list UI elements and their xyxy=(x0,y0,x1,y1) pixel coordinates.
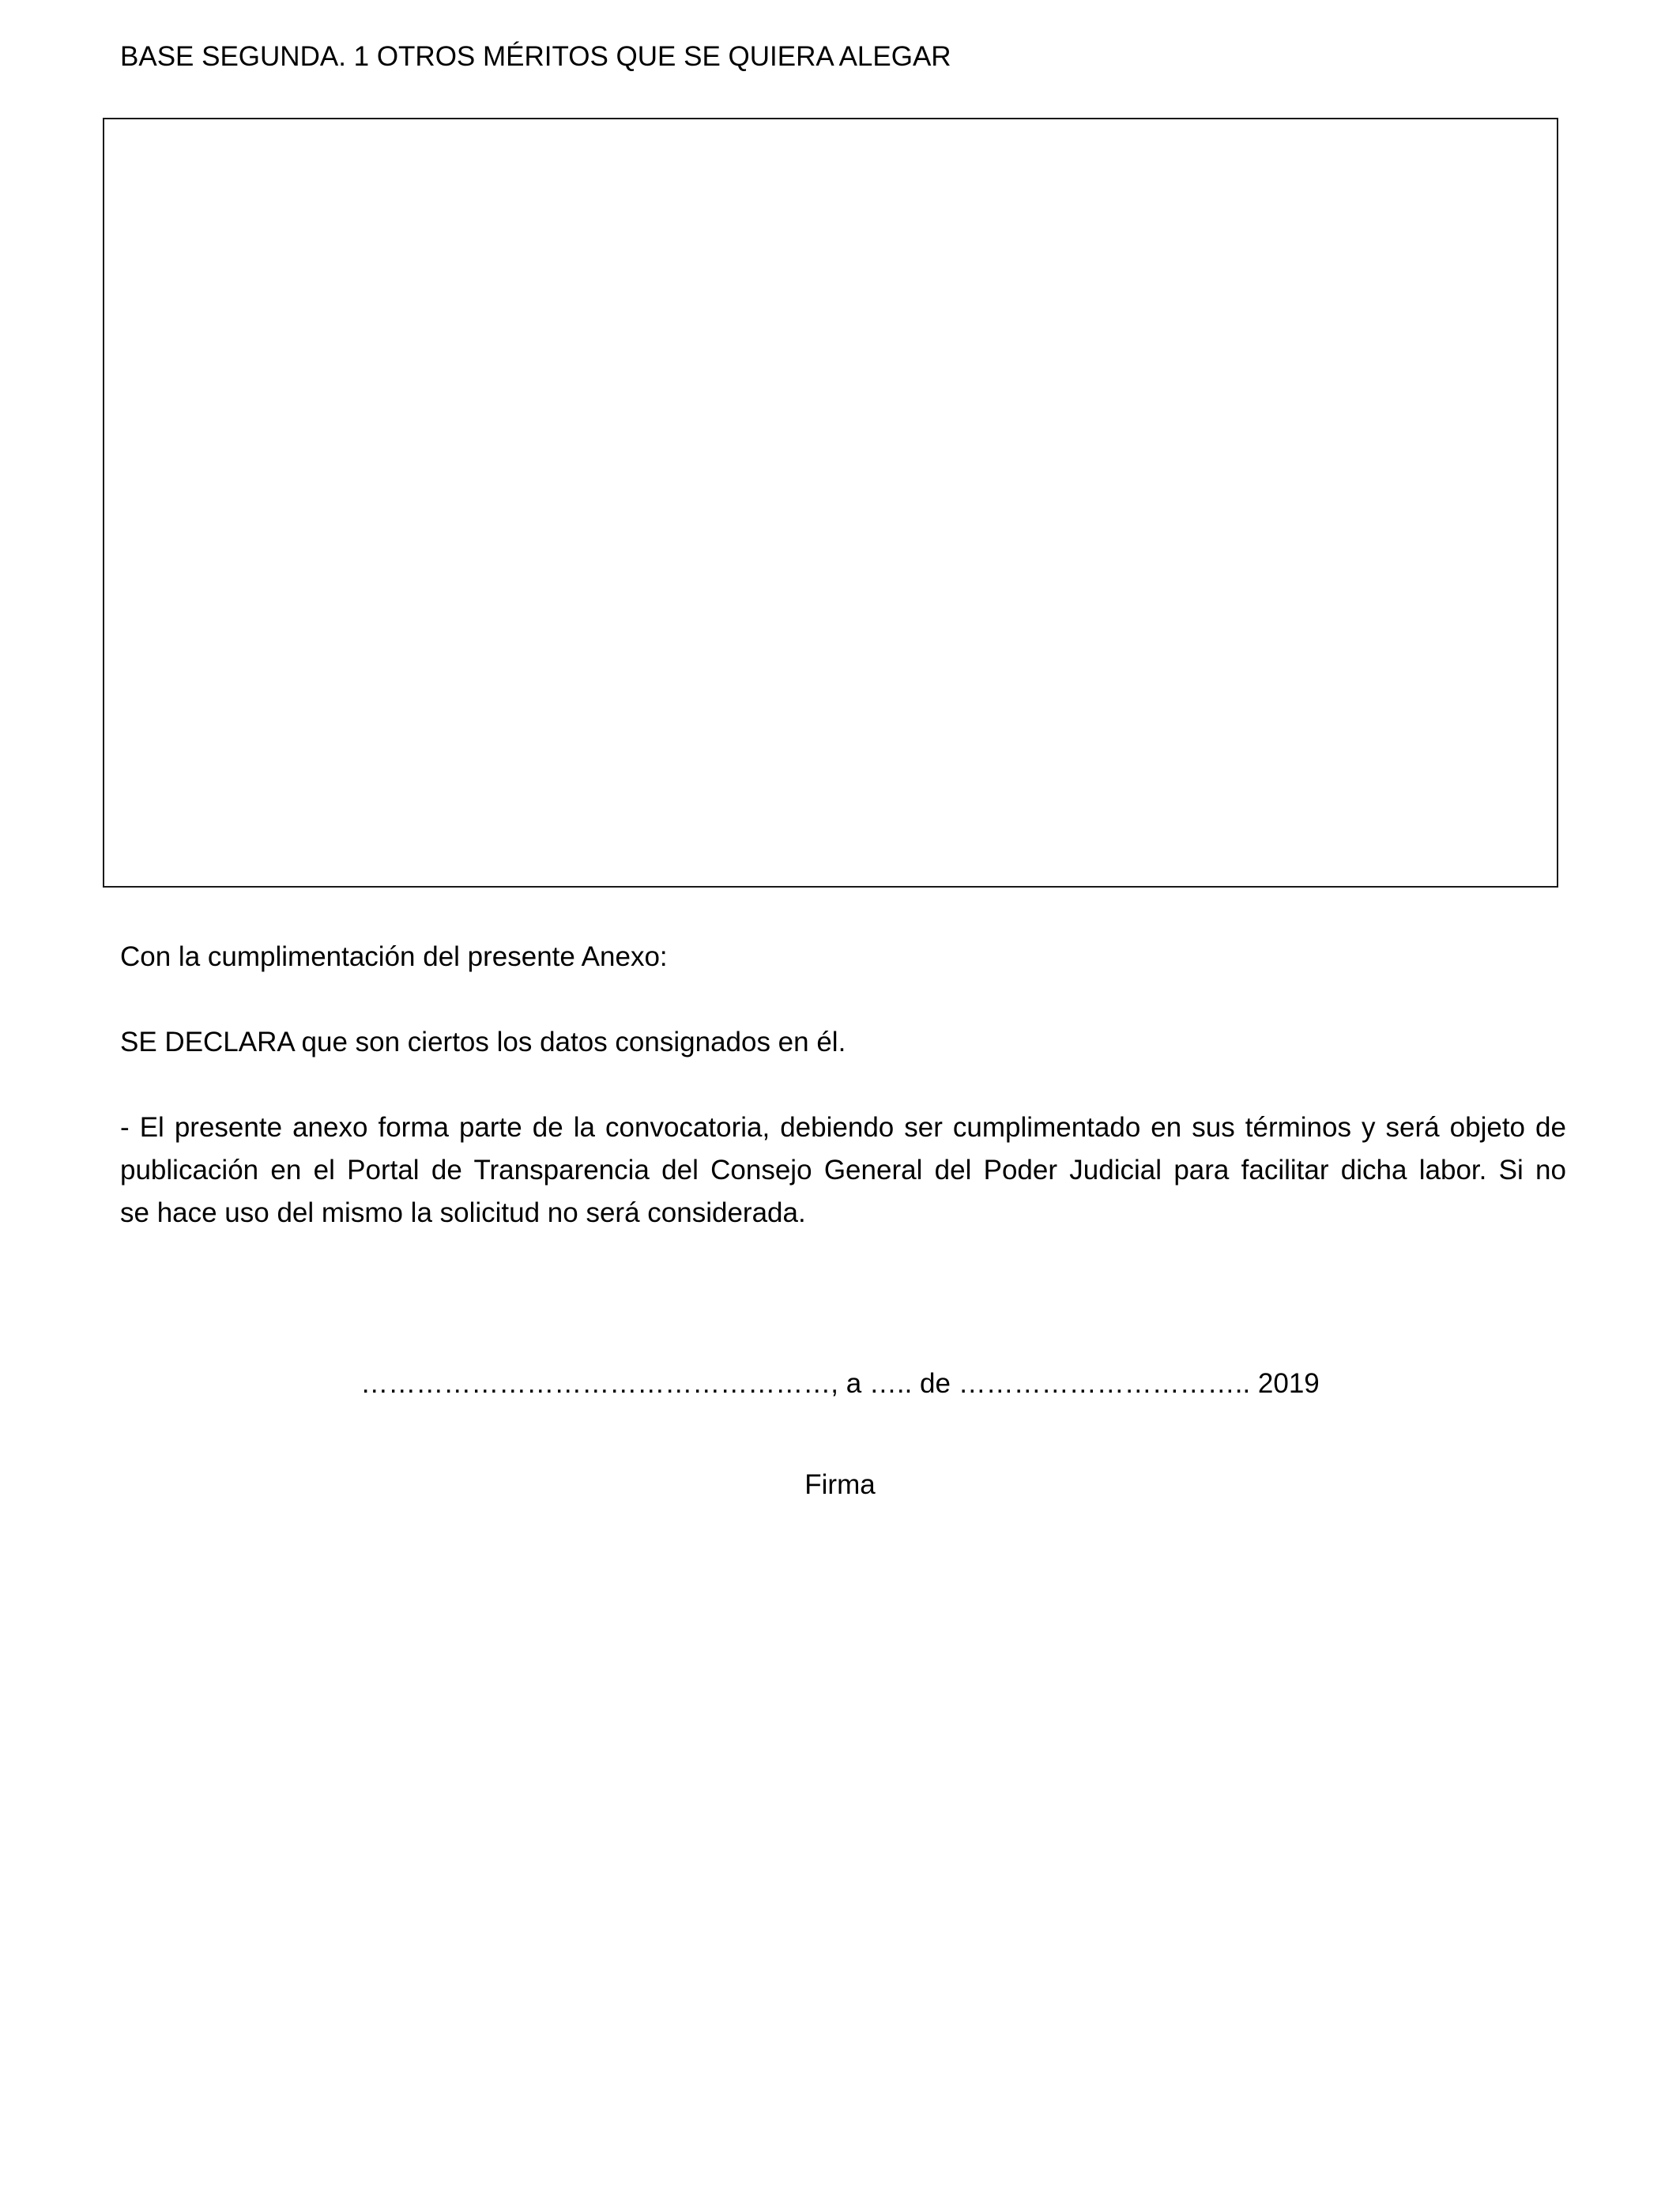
declaration-text: SE DECLARA que son ciertos los datos consignados en él. xyxy=(120,1027,846,1057)
place-date-line: ……………………………………………, a ….. de ………………………….. 2019 xyxy=(360,1368,1320,1399)
annex-note-line-3: se hace uso del mismo la solicitud no será considerada. xyxy=(120,1197,806,1228)
signature-label: Firma xyxy=(804,1469,876,1500)
annex-note-line-2: publicación en el Portal de Transparencia del Consejo General del Poder Judicial para facilitar dicha labor. Si no xyxy=(120,1155,1566,1186)
intro-text: Con la cumplimentación del presente Anexo: xyxy=(120,941,668,972)
annex-note-line-1: - El presente anexo forma parte de la convocatoria, debiendo ser cumplimentado en sus términos y será objeto de xyxy=(120,1112,1566,1143)
other-merits-box[interactable] xyxy=(103,118,1558,888)
section-heading: BASE SEGUNDA. 1 OTROS MÉRITOS QUE SE QUIERA ALEGAR xyxy=(120,41,951,72)
annex-note xyxy=(120,1106,1566,1235)
